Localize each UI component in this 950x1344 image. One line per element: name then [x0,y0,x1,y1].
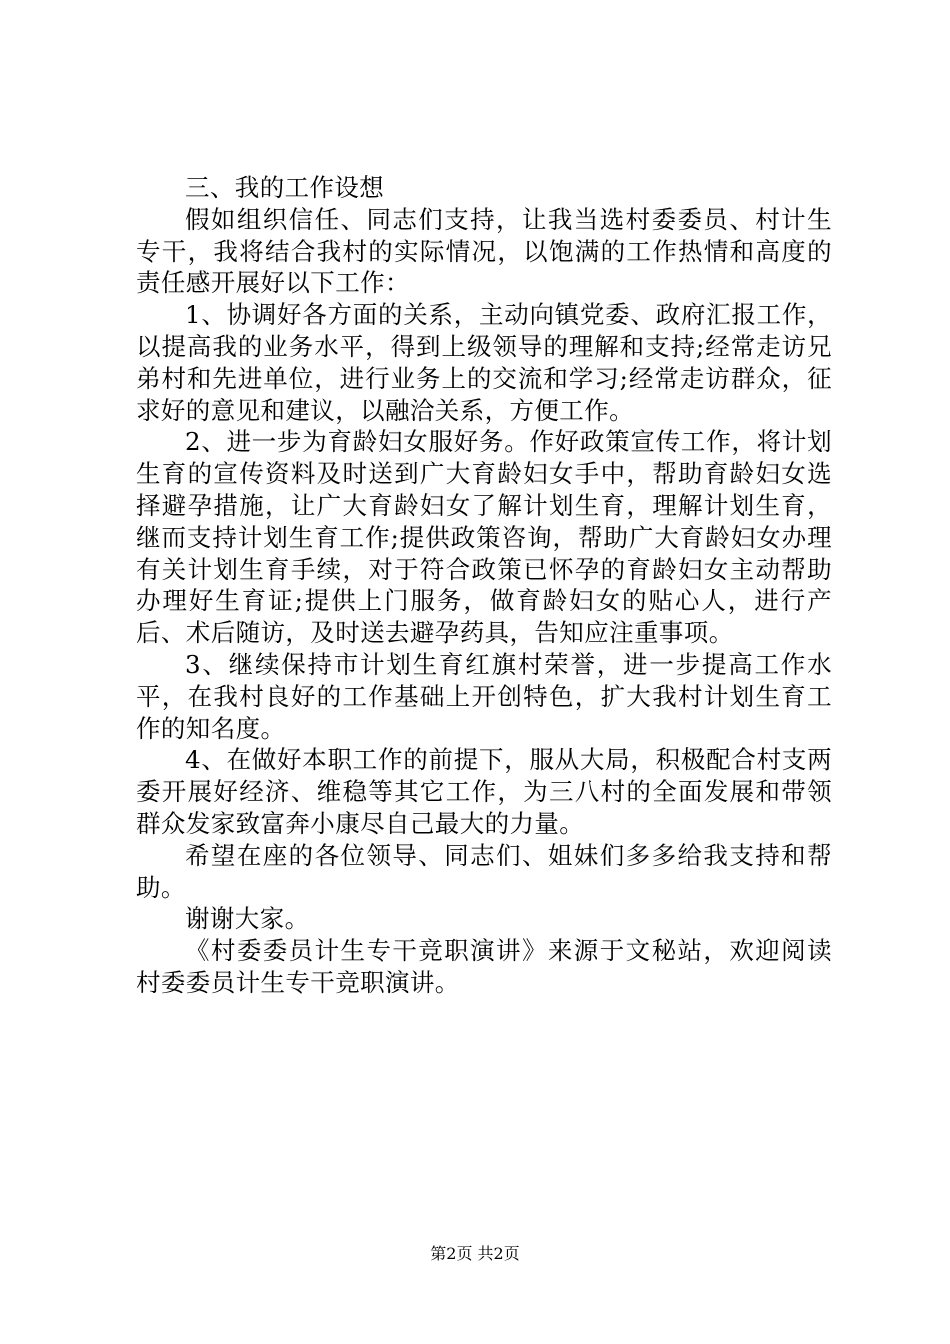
paragraph: 谢谢大家。 [185,904,310,934]
paragraph: 希望在座的各位领导、同志们、姐妹们多多给我支持和帮助。 [136,840,832,902]
paragraph: 假如组织信任、同志们支持，让我当选村委委员、村计生专干，我将结合我村的实际情况，以饱满的工作热情和高度的责任感开展好以下工作： [136,204,832,298]
page-number-footer: 第2页 共2页 [430,1244,520,1263]
paragraph: 1、协调好各方面的关系，主动向镇党委、政府汇报工作，以提高我的业务水平，得到上级领导的理解和支持;经常走访兄弟村和先进单位，进行业务上的交流和学习;经常走访群众，征求好的意见和建议，以融洽关系，方便工作。 [136,300,832,425]
paragraph: 2、进一步为育龄妇女服好务。作好政策宣传工作，将计划生育的宣传资料及时送到广大育龄妇女手中，帮助育龄妇女选择避孕措施，让广大育龄妇女了解计划生育，理解计划生育，继而支持计划生育工作;提供政策咨询，帮助广大育龄妇女办理有关计划生育手续，对于符合政策已怀孕的育龄妇女主动帮助办理好生育证;提供上门服务，做育龄妇女的贴心人，进行产后、术后随访，及时送去避孕药具，告知应注重事项。 [136,427,832,648]
paragraph: 4、在做好本职工作的前提下，服从大局，积极配合村支两委开展好经济、维稳等其它工作，为三八村的全面发展和带领群众发家致富奔小康尽自己最大的力量。 [136,745,832,838]
section-heading: 三、我的工作设想 [185,173,385,202]
document-body [136,172,832,999]
paragraph: 《村委委员计生专干竞职演讲》来源于文秘站，欢迎阅读村委委员计生专干竞职演讲。 [136,936,832,997]
paragraph: 3、继续保持市计划生育红旗村荣誉，进一步提高工作水平，在我村良好的工作基础上开创特色，扩大我村计划生育工作的知名度。 [136,649,832,743]
